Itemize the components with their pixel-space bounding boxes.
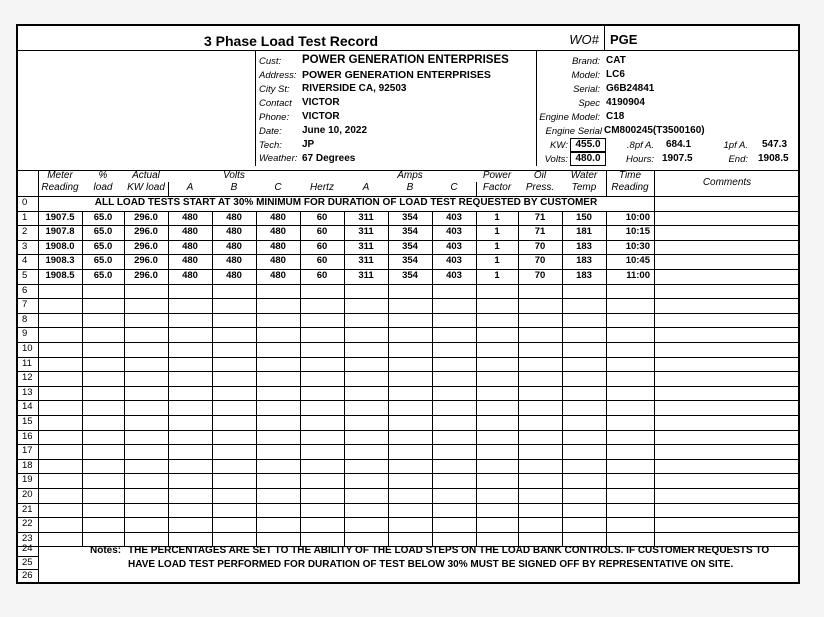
cell-va[interactable]: 480 (182, 240, 198, 252)
cell-meter[interactable]: 1907.8 (45, 226, 75, 238)
grid-hline (18, 240, 800, 241)
cell-meter[interactable]: 1908.0 (45, 240, 75, 252)
grid-vline (606, 170, 607, 196)
cell-hz[interactable]: 60 (316, 270, 328, 281)
spec-label: Spec (578, 98, 600, 109)
grid-hline (18, 400, 800, 401)
col-time-line1: Time (618, 170, 642, 181)
weather-label: Weather: (259, 153, 298, 164)
cell-va[interactable]: 480 (182, 255, 198, 267)
cell-vc[interactable]: 480 (270, 211, 286, 223)
cell-vb[interactable]: 480 (226, 255, 242, 267)
grid-vline (606, 211, 607, 547)
pf8-label: .8pf A. (626, 140, 654, 151)
col-pct-line2: load (93, 182, 113, 193)
row-number: 21 (22, 503, 33, 515)
cell-ac[interactable]: 403 (446, 240, 462, 252)
grid-hline (18, 357, 800, 358)
cell-va[interactable]: 480 (182, 226, 198, 238)
kw-label: KW: (550, 140, 568, 151)
grid-vline (476, 182, 477, 196)
cell-ab[interactable]: 354 (402, 211, 418, 223)
cell-oil[interactable]: 70 (534, 270, 546, 281)
col-volts-group: Volts (223, 170, 245, 181)
grid-vline (344, 211, 345, 547)
row-number: 7 (22, 299, 28, 311)
notes-label: Notes: (90, 545, 122, 556)
grid-vline (562, 211, 563, 547)
cell-oil[interactable]: 71 (534, 226, 546, 238)
cell-water[interactable]: 183 (576, 240, 592, 252)
phone-value[interactable]: VICTOR (302, 111, 340, 122)
cust-label: Cust: (259, 56, 282, 67)
cell-pct[interactable]: 65.0 (93, 240, 113, 252)
row-number: 22 (22, 518, 33, 530)
cell-time[interactable]: 10:00 (625, 211, 650, 223)
col-amps-a: A (362, 182, 370, 193)
date-value[interactable]: June 10, 2022 (302, 125, 368, 136)
cell-kw[interactable]: 296.0 (134, 240, 158, 252)
cell-ab[interactable]: 354 (402, 270, 418, 281)
col-water-line2: Temp (571, 182, 597, 193)
grid-hline (18, 473, 800, 474)
col-volts-a: A (186, 182, 194, 193)
col-kw-line1: Actual (132, 170, 160, 181)
title-rule (18, 50, 800, 51)
row-number: 18 (22, 459, 33, 471)
cell-ab[interactable]: 354 (402, 255, 418, 267)
row-number: 15 (22, 416, 33, 427)
grid-vline (654, 196, 655, 211)
cell-time[interactable]: 10:15 (625, 226, 650, 238)
col-amps-c: C (450, 182, 458, 193)
load-test-banner: ALL LOAD TESTS START AT 30% MINIMUM FOR DURATION OF LOAD TEST REQUESTED BY CUSTOMER (94, 197, 598, 208)
cell-kw[interactable]: 296.0 (134, 255, 158, 267)
end-value[interactable]: 1908.5 (758, 153, 789, 164)
col-kw-line2: KW load (127, 182, 165, 193)
cell-vc[interactable]: 480 (270, 270, 286, 281)
row-number: 4 (22, 255, 28, 267)
cell-pct[interactable]: 65.0 (93, 255, 113, 267)
engine-serial-label: Engine Serial (545, 126, 602, 137)
cell-aa[interactable]: 311 (358, 211, 374, 223)
brand-label: Brand: (572, 56, 600, 67)
row-number: 20 (22, 489, 33, 500)
hours-value[interactable]: 1907.5 (662, 153, 693, 164)
grid-hline (18, 284, 800, 285)
grid-hline (18, 254, 800, 255)
cell-meter[interactable]: 1908.3 (45, 255, 75, 267)
cell-hz[interactable]: 60 (316, 255, 328, 267)
grid-hline (18, 517, 800, 518)
cell-water[interactable]: 181 (576, 226, 592, 238)
col-volts-b: B (230, 182, 238, 193)
cell-vb[interactable]: 480 (226, 240, 242, 252)
cell-vb[interactable]: 480 (226, 211, 242, 223)
serial-label: Serial: (573, 84, 600, 95)
grid-hline (18, 569, 38, 570)
tech-value[interactable]: JP (302, 139, 315, 150)
grid-vline (518, 211, 519, 547)
row-number: 8 (22, 313, 28, 325)
address-value[interactable]: POWER GENERATION ENTERPRISES (302, 69, 491, 81)
brand-value[interactable]: CAT (606, 55, 626, 66)
engine-model-value[interactable]: C18 (606, 111, 625, 122)
cell-vc[interactable]: 480 (270, 226, 286, 238)
row-number: 16 (22, 430, 33, 442)
cell-water[interactable]: 183 (576, 255, 592, 267)
model-value[interactable]: LC6 (606, 69, 625, 80)
cell-hz[interactable]: 60 (316, 226, 328, 238)
col-pf-line1: Power (482, 170, 512, 181)
notes-line-2: HAVE LOAD TEST PERFORMED FOR DURATION OF TEST BELOW 30% MUST BE SIGNED OFF BY REPRESENTATIVE ON SITE. (128, 559, 734, 570)
cell-hz[interactable]: 60 (316, 211, 328, 223)
contact-value[interactable]: VICTOR (302, 97, 340, 108)
grid-vline (388, 211, 389, 547)
row-number: 0 (22, 197, 28, 208)
cust-value[interactable]: POWER GENERATION ENTERPRISES (302, 54, 509, 66)
info-left-divider (255, 50, 256, 166)
cell-vb[interactable]: 480 (226, 270, 242, 281)
cell-pf[interactable]: 1 (494, 270, 500, 281)
row-number: 5 (22, 270, 28, 281)
grid-hline (18, 313, 800, 314)
grid-vline (38, 170, 39, 584)
col-time-line2: Reading (611, 182, 649, 193)
col-comments: Comments (702, 177, 752, 188)
row-number: 2 (22, 226, 28, 238)
weather-value[interactable]: 67 Degrees (302, 153, 356, 164)
cell-pf[interactable]: 1 (494, 211, 500, 223)
grid-hline (18, 532, 800, 533)
col-pct-line1: % (98, 170, 108, 181)
cell-aa[interactable]: 311 (358, 270, 374, 281)
end-label: End: (728, 154, 748, 165)
cell-pf[interactable]: 1 (494, 226, 500, 238)
tech-label: Tech: (259, 140, 282, 151)
pf1-label: 1pf A. (723, 140, 748, 151)
row-number: 17 (22, 445, 33, 457)
notes-line-1: THE PERCENTAGES ARE SET TO THE ABILITY OF THE LOAD STEPS ON THE LOAD BANK CONTROLS. IF CUSTOMER REQUESTS TO (128, 545, 770, 556)
engine-serial-value[interactable]: CM800245(T3500160) (604, 125, 705, 136)
cell-aa[interactable]: 311 (358, 240, 374, 252)
cell-oil[interactable]: 70 (534, 240, 546, 252)
cell-time[interactable]: 10:45 (625, 255, 650, 267)
cell-oil[interactable]: 71 (534, 211, 546, 223)
cell-ab[interactable]: 354 (402, 240, 418, 252)
grid-hline (18, 386, 800, 387)
row-number: 24 (22, 543, 33, 554)
col-oil-line2: Press. (525, 182, 555, 193)
cell-pct[interactable]: 65.0 (93, 226, 113, 238)
cell-oil[interactable]: 70 (534, 255, 546, 267)
cell-pf[interactable]: 1 (494, 240, 500, 252)
grid-hline (18, 327, 800, 328)
row-number: 13 (22, 386, 33, 398)
cell-vc[interactable]: 480 (270, 240, 286, 252)
grid-vline (82, 211, 83, 547)
cell-time[interactable]: 11:00 (626, 270, 650, 281)
model-label: Model: (571, 70, 600, 81)
form-title: 3 Phase Load Test Record (203, 33, 378, 49)
grid-hline (18, 556, 38, 557)
city-label: City St: (259, 84, 290, 95)
grid-hline (18, 503, 800, 504)
row-number: 25 (22, 556, 33, 568)
serial-value[interactable]: G6B24841 (606, 83, 655, 94)
info-mid-divider (536, 50, 537, 166)
grid-vline (654, 211, 655, 547)
grid-hline (18, 444, 800, 445)
cell-water[interactable]: 150 (576, 211, 592, 223)
grid-vline (168, 182, 169, 196)
hours-label: Hours: (626, 154, 654, 165)
phone-label: Phone: (259, 112, 290, 123)
col-hertz: Hertz (310, 182, 334, 193)
grid-vline (212, 211, 213, 547)
contact-label: Contact (259, 98, 292, 109)
city-value[interactable]: RIVERSIDE CA, 92503 (302, 83, 407, 94)
grid-vline (432, 211, 433, 547)
cell-meter[interactable]: 1908.5 (45, 270, 75, 281)
pf1-value[interactable]: 547.3 (762, 139, 788, 150)
volts-label: Volts: (544, 154, 568, 165)
col-volts-c: C (274, 182, 282, 193)
cell-pf[interactable]: 1 (494, 255, 500, 267)
cell-va[interactable]: 480 (182, 211, 198, 223)
col-meter-line2: Reading (41, 182, 79, 193)
cell-hz[interactable]: 60 (316, 240, 328, 252)
cell-ab[interactable]: 354 (402, 226, 418, 238)
cell-kw[interactable]: 296.0 (134, 211, 158, 223)
address-label: Address: (259, 70, 297, 81)
cell-aa[interactable]: 311 (358, 226, 374, 238)
grid-hline (18, 269, 800, 270)
cell-kw[interactable]: 296.0 (134, 270, 158, 281)
row-number: 11 (22, 357, 32, 369)
cell-ac[interactable]: 403 (446, 226, 462, 238)
cell-aa[interactable]: 311 (358, 255, 374, 267)
title-divider (604, 26, 605, 50)
col-water-line1: Water (570, 170, 598, 181)
grid-vline (124, 211, 125, 547)
cell-water[interactable]: 183 (576, 270, 592, 281)
date-label: Date: (259, 126, 282, 137)
row-number: 6 (22, 284, 28, 296)
cell-pct[interactable]: 65.0 (93, 270, 113, 281)
cell-va[interactable]: 480 (182, 270, 198, 281)
grid-vline (654, 170, 655, 196)
cell-kw[interactable]: 296.0 (134, 226, 158, 238)
row-number: 14 (22, 401, 33, 413)
grid-vline (476, 211, 477, 547)
cell-ac[interactable]: 403 (446, 255, 462, 267)
grid-hline (18, 415, 800, 416)
grid-hline (18, 196, 800, 197)
row-number: 1 (22, 211, 28, 223)
row-number: 9 (22, 328, 28, 340)
row-number: 12 (22, 372, 33, 384)
row-number: 10 (22, 343, 33, 354)
grid-vline (300, 211, 301, 547)
pf8-value[interactable]: 684.1 (666, 139, 692, 150)
cell-ac[interactable]: 403 (446, 211, 462, 223)
cell-pct[interactable]: 65.0 (93, 211, 113, 223)
cell-vb[interactable]: 480 (226, 226, 242, 238)
spec-value[interactable]: 4190904 (606, 97, 645, 108)
grid-vline (256, 211, 257, 547)
grid-hline (18, 459, 800, 460)
wo-value[interactable]: PGE (610, 32, 638, 47)
cell-time[interactable]: 10:30 (625, 240, 650, 252)
volts-value[interactable]: 480.0 (570, 152, 606, 166)
grid-hline (18, 211, 800, 212)
col-oil-line1: Oil (533, 170, 547, 181)
grid-hline (18, 371, 800, 372)
engine-model-label: Engine Model: (539, 112, 600, 123)
grid-hline (18, 342, 800, 343)
grid-hline (18, 430, 800, 431)
grid-vline (168, 211, 169, 547)
cell-meter[interactable]: 1907.5 (45, 211, 75, 223)
grid-hline (18, 488, 800, 489)
row-number: 3 (22, 240, 28, 252)
wo-label: WO# (569, 32, 599, 47)
cell-ac[interactable]: 403 (446, 270, 462, 281)
col-amps-group: Amps (397, 170, 423, 181)
grid-hline (18, 546, 800, 547)
load-test-record-sheet (16, 24, 800, 584)
grid-hline (18, 298, 800, 299)
grid-hline (18, 225, 800, 226)
col-pf-line2: Factor (482, 182, 512, 193)
cell-vc[interactable]: 480 (270, 255, 286, 267)
row-number: 26 (22, 570, 33, 581)
row-number: 19 (22, 474, 33, 486)
kw-value[interactable]: 455.0 (570, 138, 606, 152)
row-number: 23 (22, 532, 33, 544)
col-meter-line1: Meter (47, 170, 73, 181)
col-amps-b: B (406, 182, 414, 193)
